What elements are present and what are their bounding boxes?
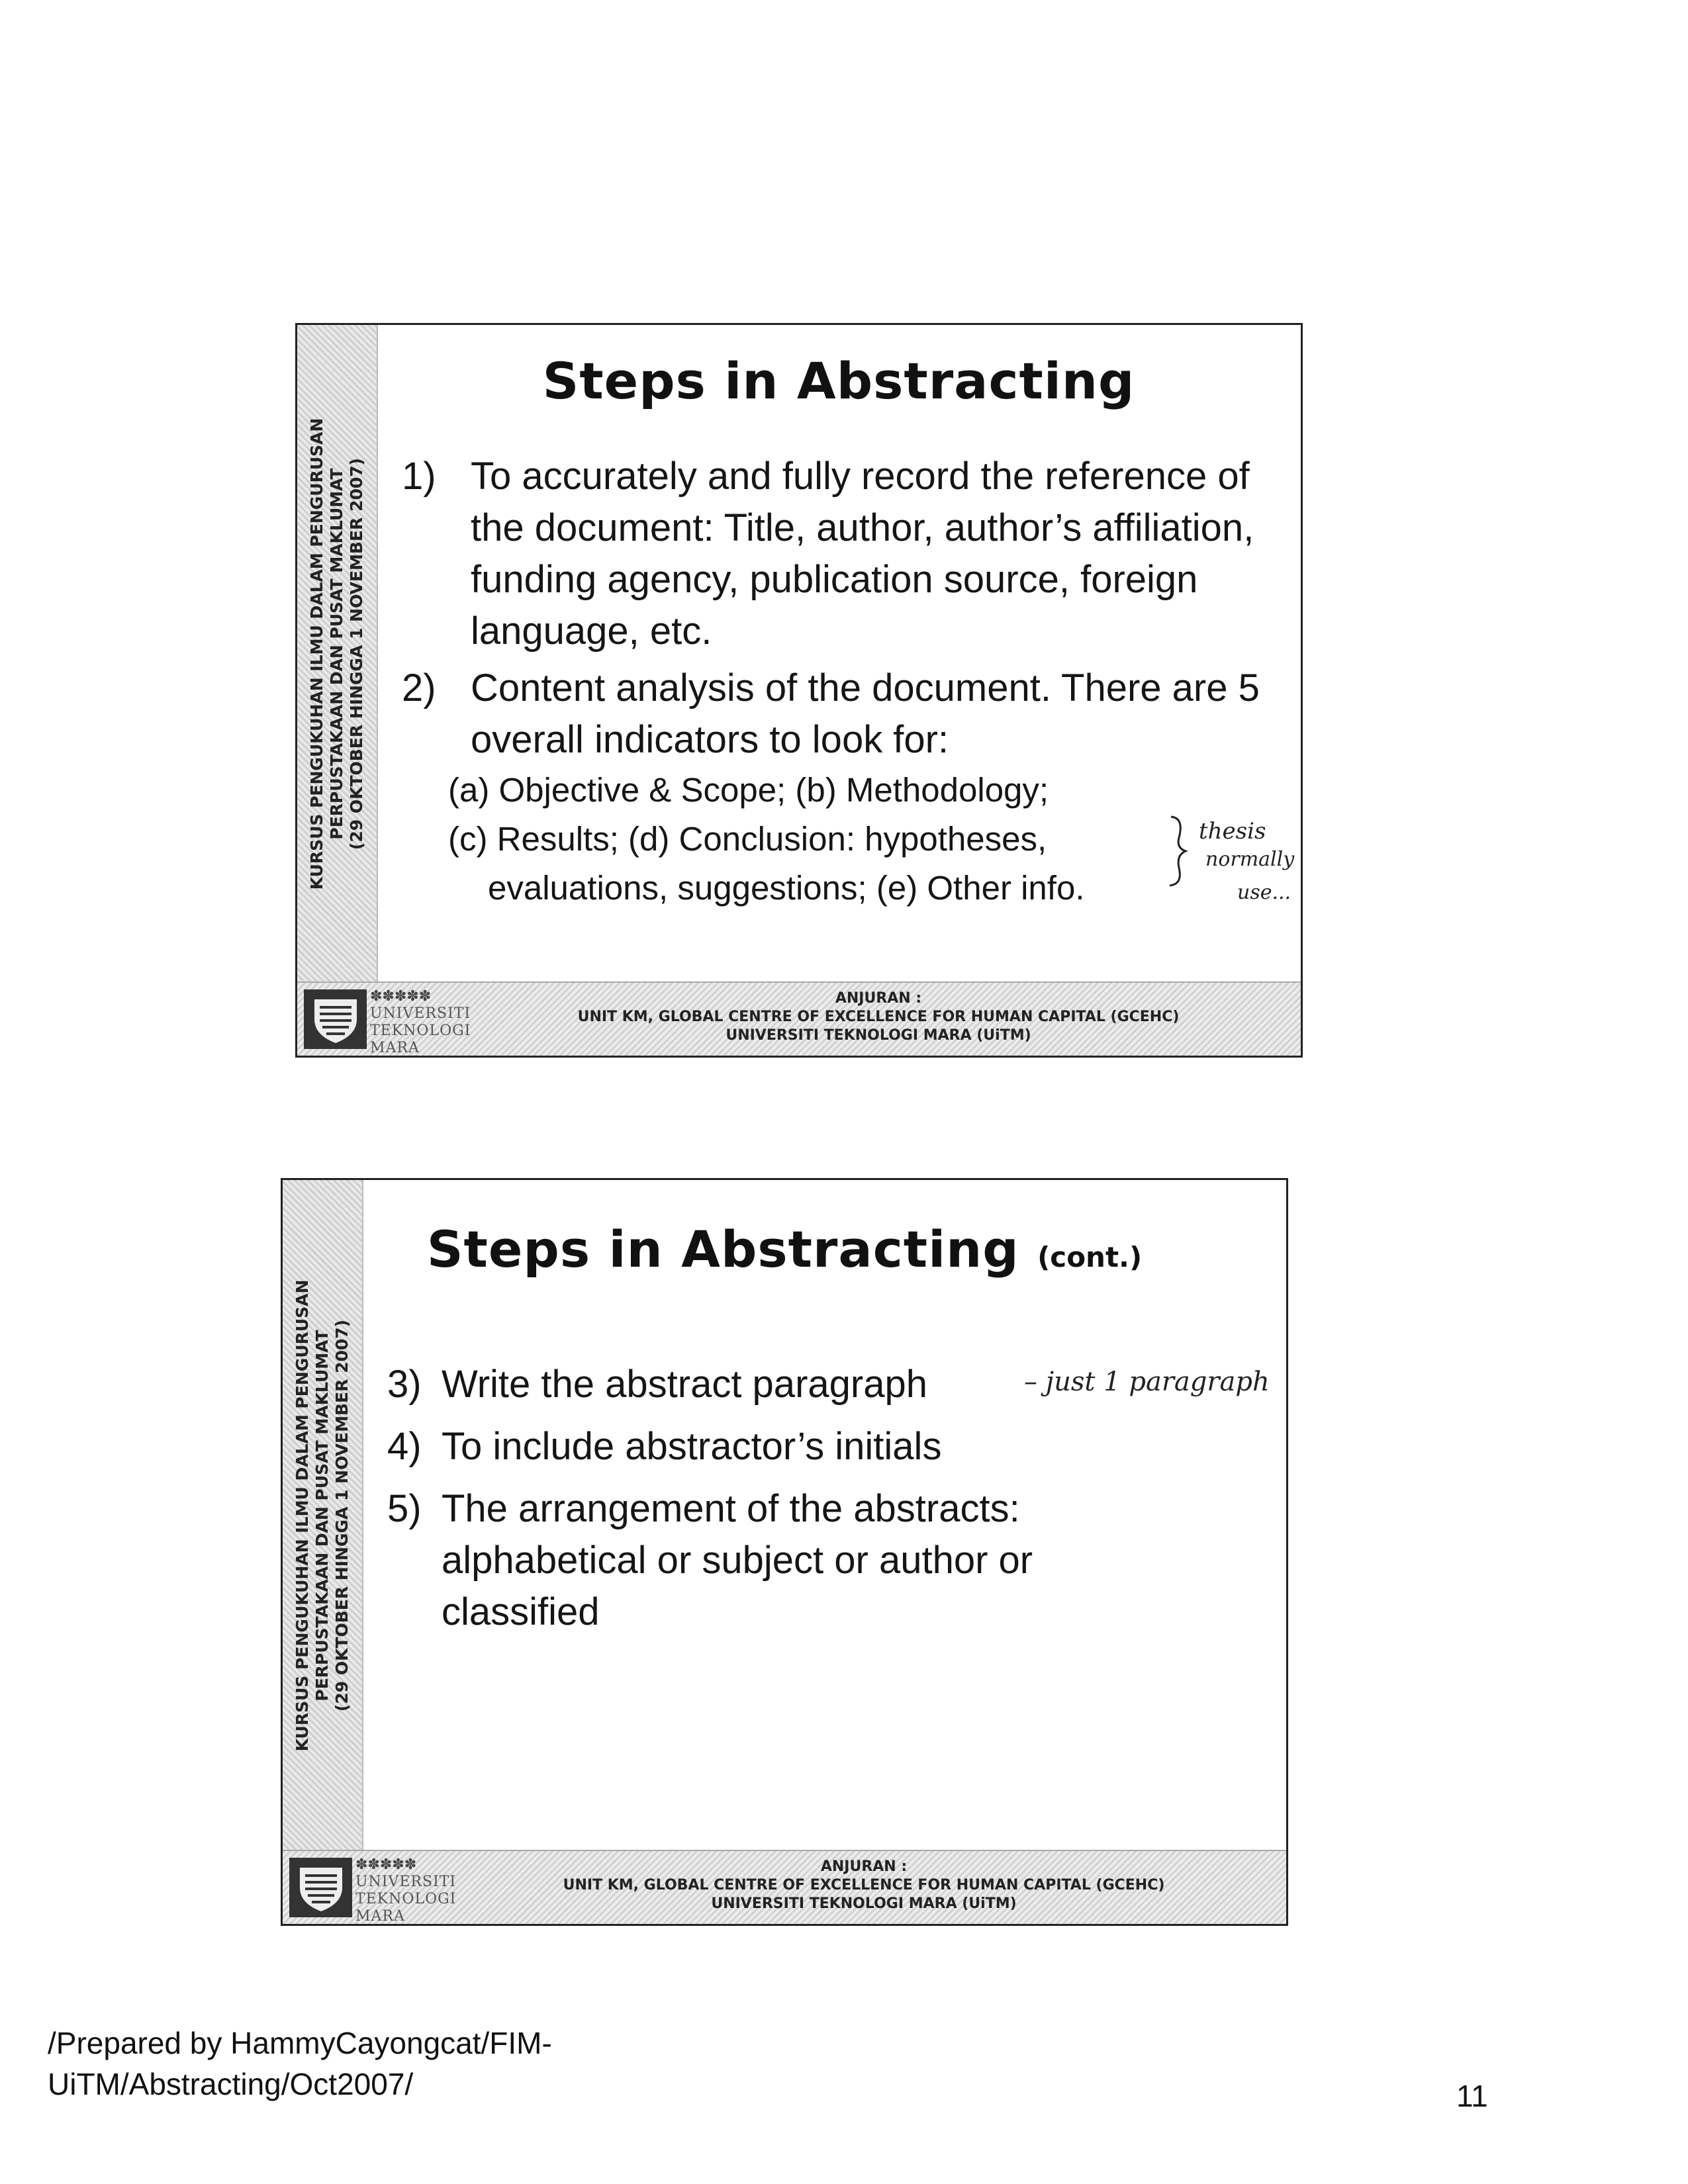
uitm-logo-icon [309,993,362,1046]
slide-body [402,451,1289,913]
sidebar-line: PERPUSTAKAAN DAN PUSAT MAKLUMAT [327,468,346,840]
footer-unit: UNIT KM, GLOBAL CENTRE OF EXCELLENCE FOR HUMAN CAPITAL (GCEHC) [563,1877,1165,1893]
logo-line: TEKNOLOGI [355,1891,457,1907]
item-text: Content analysis of the document. There are 5 overall indicators to look for: [471,666,1260,761]
slide-1 [295,323,1303,1058]
sidebar-line: (29 OKTOBER HINGGA 1 NOVEMBER 2007) [332,1319,352,1712]
footer-unit: UNIT KM, GLOBAL CENTRE OF EXCELLENCE FOR HUMAN CAPITAL (GCEHC) [577,1009,1180,1025]
footer-organizer [469,989,1288,1045]
slide-title: Steps in Abstracting [542,351,1135,410]
sidebar-course-text [293,1280,352,1752]
sidebar-line: (29 OKTOBER HINGGA 1 NOVEMBER 2007) [347,457,366,850]
item-text: The arrangement of the abstracts: alphabetical or subject or author or classified [442,1487,1033,1633]
logo-ornament: ✽✽✽✽✽ [355,1856,417,1873]
sidebar-line: PERPUSTAKAAN DAN PUSAT MAKLUMAT [312,1330,332,1702]
slide-sidebar [283,1180,363,1851]
footer-organizer [455,1858,1273,1913]
item-number: 3) [387,1363,422,1406]
item-number: 1) [402,455,436,498]
footer-anjuran: ANJURAN : [835,990,922,1007]
footer-university: UNIVERSITI TEKNOLOGI MARA (UiTM) [711,1895,1017,1912]
list-item [387,1421,1168,1473]
list-item [402,451,1289,657]
subitem: (a) Objective & Scope; (b) Methodology; [448,771,1049,809]
logo-line: MARA [370,1040,420,1056]
uitm-logo [304,989,367,1049]
subitem-list [402,766,1289,913]
item-text: To accurately and fully record the reference of the document: Title, author, author’s affiliation, funding agency, publication source, foreign language, etc. [471,455,1254,653]
slide-2 [281,1178,1288,1926]
university-name [355,1856,456,1925]
subitem: (c) Results; (d) Conclusion: hypotheses, [448,820,1047,858]
handwritten-note: use... [1237,881,1291,904]
handwritten-brace [1164,811,1191,891]
subitem: evaluations, suggestions; (e) Other info. [488,869,1085,907]
footer-university: UNIVERSITI TEKNOLOGI MARA (UiTM) [726,1027,1031,1044]
page-number: 11 [1456,2079,1488,2113]
sidebar-course-text [307,418,367,890]
slide-body [387,1359,1168,1638]
logo-line: UNIVERSITI [355,1874,457,1890]
slide-footer [283,1850,1286,1924]
logo-line: MARA [355,1908,405,1925]
item-number: 5) [387,1487,422,1530]
logo-line: UNIVERSITI [370,1005,471,1022]
logo-line: TEKNOLOGI [370,1023,471,1039]
list-item [402,662,1289,766]
handwritten-note: thesis [1199,818,1266,844]
uitm-logo-icon [295,1861,348,1914]
university-name [370,988,471,1057]
sidebar-line: KURSUS PENGUKUHAN ILMU DALAM PENGURUSAN [293,1279,312,1752]
item-number: 2) [402,666,436,709]
handwritten-note: normally [1205,848,1295,871]
prepared-by-line: /Prepared by HammyCayongcat/FIM- [48,2026,552,2060]
slide-sidebar [297,325,378,983]
item-text: To include abstractor’s initials [442,1425,942,1468]
item-number: 4) [387,1425,422,1468]
uitm-logo [289,1858,352,1917]
slide-title [362,1220,1207,1279]
slide-footer [297,981,1301,1056]
prepared-by-line: UiTM/Abstracting/Oct2007/ [48,2067,414,2101]
list-item [387,1483,1143,1638]
sidebar-line: KURSUS PENGUKUHAN ILMU DALAM PENGURUSAN [307,418,326,890]
logo-ornament: ✽✽✽✽✽ [370,988,432,1005]
item-text: Write the abstract paragraph [442,1363,927,1406]
slide-title-text: Steps in Abstracting [426,1220,1019,1279]
footer-anjuran: ANJURAN : [820,1858,908,1875]
slide-title-suffix: (cont.) [1037,1241,1143,1273]
prepared-by [48,2023,552,2105]
handwritten-note: – just 1 paragraph [1024,1367,1270,1397]
